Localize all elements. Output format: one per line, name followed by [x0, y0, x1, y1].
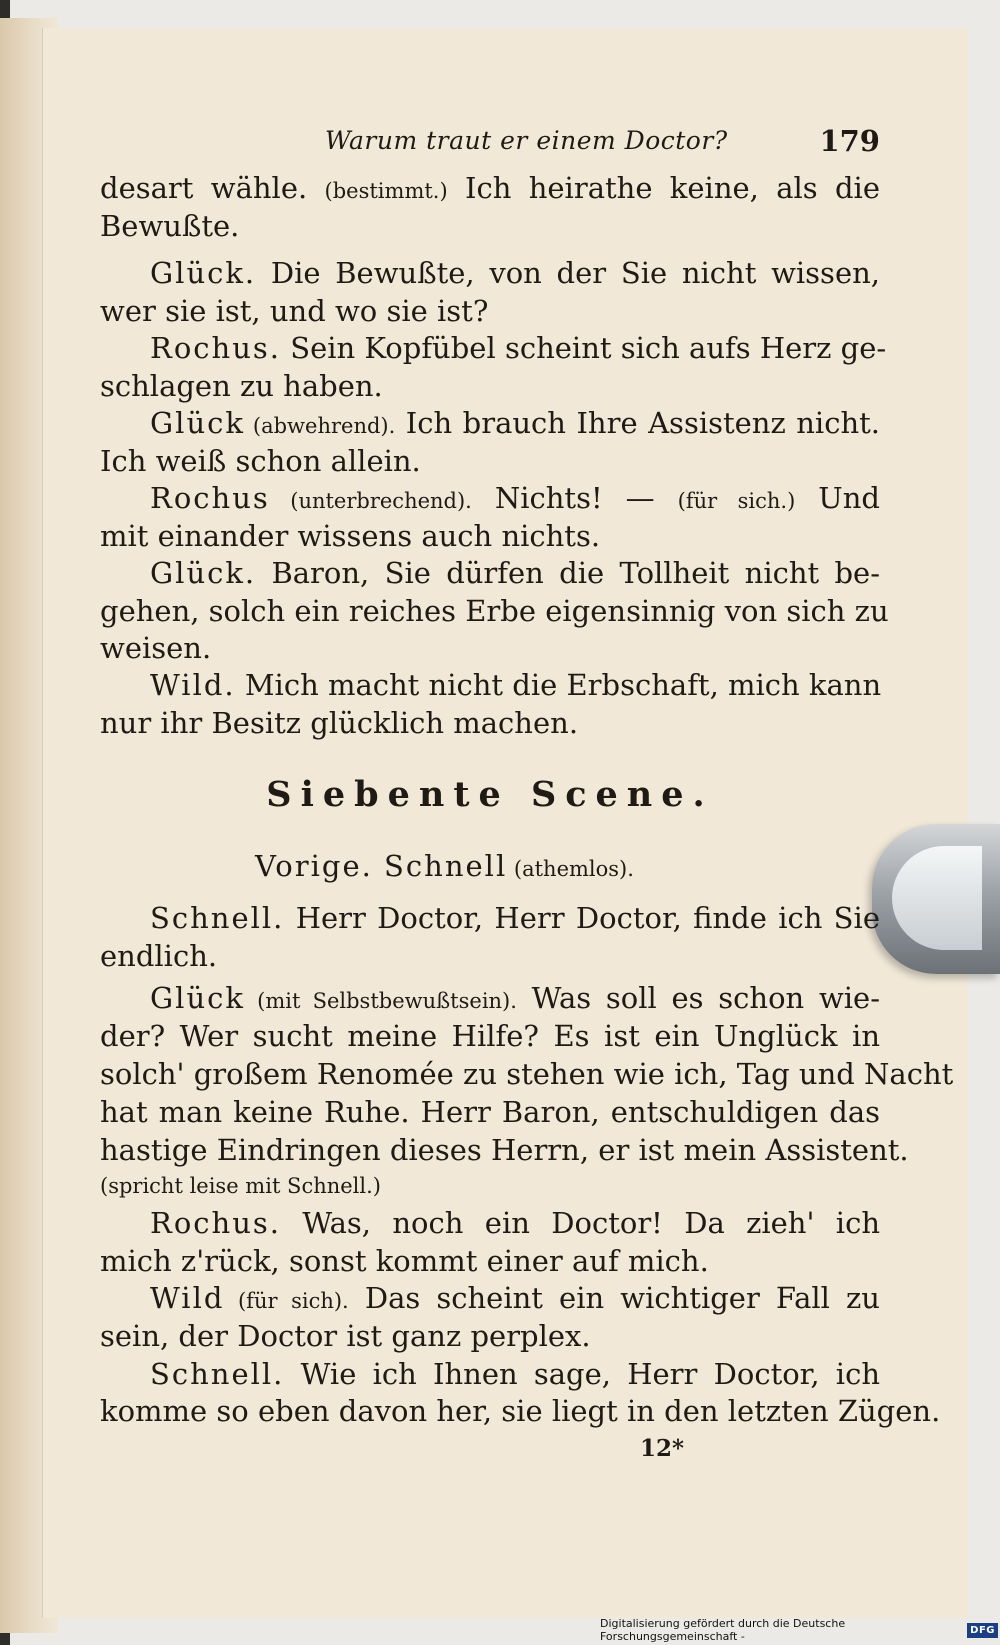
speech-line: Glück. Baron, Sie dürfen die Tollheit nicht be- [150, 556, 880, 590]
text-line: Bewußte. [100, 209, 240, 243]
digitization-footer [600, 1618, 998, 1642]
speech-line: Rochus. Sein Kopfübel scheint sich aufs Herz ge- [150, 331, 887, 365]
text-line: gehen, solch ein reiches Erbe eigensinnig von sich zu [100, 594, 889, 628]
speech-line: Wild. Mich macht nicht die Erbschaft, mich kann [150, 668, 882, 702]
text-line: desart wähle. (bestimmt.) Ich heirathe keine, als die [100, 171, 880, 205]
text-line: weisen. [100, 631, 212, 665]
scene-heading: Siebente Scene. [266, 774, 714, 815]
text-line: hastige Eindringen dieses Herrn, er ist mein Assistent. [100, 1133, 909, 1167]
page-header [100, 120, 880, 160]
text-line: schlagen zu haben. [100, 369, 383, 403]
text-line: endlich. [100, 939, 218, 973]
speaker-name: Glück [150, 981, 245, 1015]
speaker-name: Wild. [150, 668, 236, 702]
speech-line: Wild (für sich). Das scheint ein wichtiger Fall zu [150, 1281, 880, 1315]
text-line: Ich weiß schon allein. [100, 444, 421, 478]
speech-line: Glück (mit Selbstbewußtsein). Was soll es schon wie- [150, 981, 881, 1015]
text-line: mit einander wissens auch nichts. [100, 519, 601, 553]
stage-direction: (spricht leise mit Schnell.) [100, 1174, 381, 1198]
speaker-name: Schnell. [150, 901, 285, 935]
speech-line: Glück (abwehrend). Ich brauch Ihre Assistenz nicht. [150, 406, 880, 440]
text-line: hat man keine Ruhe. Herr Baron, entschuldigen das [100, 1095, 880, 1129]
speaker-name: Rochus. [150, 1206, 281, 1240]
text-line: der? Wer sucht meine Hilfe? Es ist ein Unglück in [100, 1019, 880, 1053]
page-clip-highlight [892, 846, 982, 950]
page-number: 179 [819, 124, 880, 158]
speaker-name: Rochus [150, 481, 270, 515]
text-line: solch' großem Renomée zu stehen wie ich, Tag und Nacht [100, 1057, 954, 1091]
text-line: komme so eben davon her, sie liegt in den letzten Zügen. [100, 1394, 941, 1428]
speech-line: Glück. Die Bewußte, von der Sie nicht wissen, [150, 256, 880, 290]
signature-mark: 12* [640, 1435, 685, 1462]
speaker-name: Glück. [150, 556, 257, 590]
running-title: Warum traut er einem Doctor? [325, 126, 728, 155]
speaker-name: Vorige. Schnell [255, 849, 508, 883]
page-text [100, 110, 954, 1510]
speech-line: Rochus (unterbrechend). Nichts! — (für sich.) Und [150, 481, 880, 515]
scene-cast: Vorige. Schnell (athemlos). [255, 849, 634, 883]
speaker-name: Schnell. [150, 1357, 285, 1391]
speech-line: Schnell. Wie ich Ihnen sage, Herr Doctor, ich [150, 1357, 880, 1391]
text-line: nur ihr Besitz glücklich machen. [100, 706, 579, 740]
speaker-name: Glück [150, 406, 245, 440]
page-clip [872, 824, 1000, 974]
speaker-name: Wild [150, 1281, 225, 1315]
footer-credit: Digitalisierung gefördert durch die Deutsche Forschungsgemeinschaft - [600, 1617, 846, 1643]
text-line: wer sie ist, und wo sie ist? [100, 294, 489, 328]
speaker-name: Glück. [150, 256, 257, 290]
speaker-name: Rochus. [150, 331, 281, 365]
dfg-logo: DFG [967, 1623, 998, 1638]
text-line: mich z'rück, sonst kommt einer auf mich. [100, 1244, 709, 1278]
speech-line: Rochus. Was, noch ein Doctor! Da zieh' ich [150, 1206, 880, 1240]
speech-line: Schnell. Herr Doctor, Herr Doctor, finde ich Sie [150, 901, 880, 935]
text-line: sein, der Doctor ist ganz perplex. [100, 1319, 591, 1353]
